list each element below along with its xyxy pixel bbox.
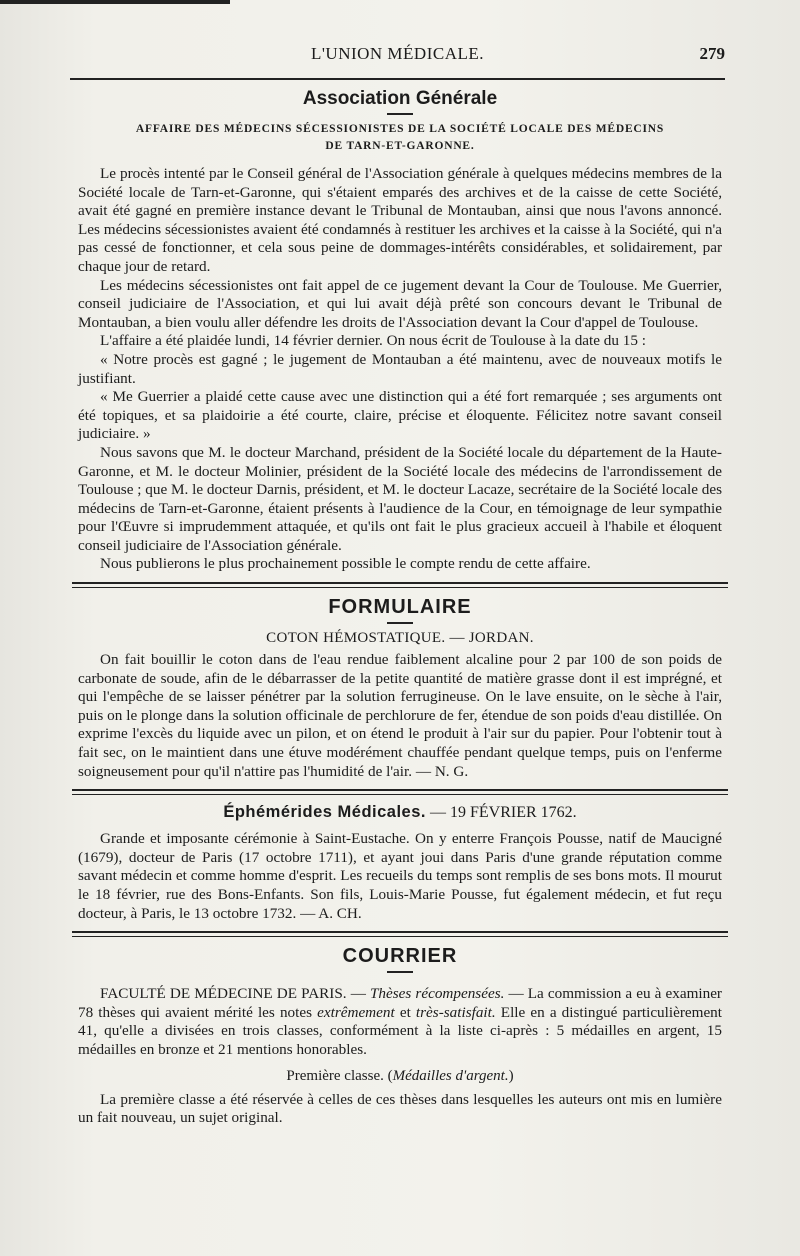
courrier-text: — La commission a eu à examiner 78 thèses qui avaient mérité les notes: [78, 985, 722, 1021]
ephemerides-date: — 19 FÉVRIER 1762.: [430, 804, 577, 822]
courrier-title: COURRIER: [342, 945, 458, 968]
courrier-section: [78, 945, 722, 1128]
formulaire-title: FORMULAIRE: [328, 596, 472, 619]
class-heading-close: ): [508, 1067, 514, 1084]
ephemerides-section: [78, 803, 722, 923]
class-heading: [78, 1068, 722, 1085]
association-subhead-line2: DE TARN-ET-GARONNE.: [325, 140, 475, 152]
title-rule: [387, 971, 413, 973]
courrier-text: et: [394, 1003, 416, 1021]
courrier-lead-italic: Thèses récompensées.: [369, 985, 505, 1003]
formulaire-subhead: COTON HÉMOSTATIQUE. — JORDAN.: [266, 630, 534, 647]
ephemerides-title: Éphémérides Médicales.: [223, 803, 426, 822]
association-section: [78, 88, 722, 574]
title-rule: [387, 622, 413, 624]
courrier-italic: extrêmement: [317, 1003, 395, 1021]
association-paragraph: L'affaire a été plaidée lundi, 14 février dernier. On nous écrit de Toulouse à la date du 15 :: [100, 332, 646, 350]
association-paragraph: Nous savons que M. le docteur Marchand, président de la Société locale du département de la Haute-Garonne, et M. le docteur Molinier, président de la Société locale des médecins de l'arrondissement de Toulouse ; que M. le docteur Darnis, président, et M. le docteur Lacaze, secrétaire de la Société locale des médecins de Tarn-et-Garonne, étaient présents à l'audience de la Cour, en témoignage de leur sympathie pour l'Œuvre si imprudemment attaquée, et qu'ils ont fait le plus gracieux accueil à l'habile et éloquent conseil judiciaire de l'Association générale.: [78, 443, 722, 554]
association-paragraph: Le procès intenté par le Conseil général de l'Association générale à quelques médecins membres de la Société locale de Tarn-et-Garonne, qui s'étaient emparés des archives et de la caisse de cette Société, avait été gagné en première instance devant le Tribunal de Montauban, ainsi que nous l'avons annoncé. Les médecins sécessionistes avaient été condamnés à restituer les archives et la caisse à la Société, qui n'a pas cessé de fonctionner, et cela sous peine de dommages-intérêts considérables, et solidairement, par chaque jour de retard.: [78, 165, 722, 275]
courrier-lead-separator: —: [346, 985, 370, 1003]
class-heading-italic: Médailles d'argent.: [392, 1067, 509, 1084]
page-header: [70, 44, 725, 80]
association-subhead-line1: AFFAIRE DES MÉDECINS SÉCESSIONISTES DE LA SOCIÉTÉ LOCALE DES MÉDECINS: [135, 123, 665, 135]
class-heading-text: Première classe. (: [286, 1067, 393, 1084]
association-paragraph: « Me Guerrier a plaidé cette cause avec une distinction qui a été fort remarquée ; ses arguments ont été topiques, et sa plaidoirie a été courte, claire, précise et éloquente. Félicitez notre savant conseil judiciaire. »: [78, 388, 722, 443]
courrier-paragraph: [78, 985, 722, 1059]
association-paragraph: « Notre procès est gagné ; le jugement de Montauban a été maintenu, avec de nouveaux motifs le justifiant.: [78, 350, 722, 387]
page-number: 279: [699, 44, 725, 63]
association-paragraph: Nous publierons le plus prochainement possible le compte rendu de cette affaire.: [100, 555, 591, 573]
section-divider: [72, 931, 728, 937]
title-rule: [387, 113, 413, 115]
courrier-text: Elle en a distingué particulièrement 41, qu'elle a divisées en trois classes, conformément à la liste ci-après : 5 médailles en argent, 15 médailles en bronze et 21 mentions honorables.: [78, 1003, 722, 1058]
ephemerides-heading: [78, 803, 722, 822]
courrier-lead: FACULTÉ DE MÉDECINE DE PARIS.: [100, 985, 347, 1003]
running-head: L'UNION MÉDICALE.: [310, 44, 485, 63]
page-content: [78, 84, 722, 1128]
courrier-italic: très-satisfait.: [415, 1003, 496, 1021]
courrier-paragraph: La première classe a été réservée à celles de ces thèses dans lesquelles les auteurs ont mis en lumière un fait nouveau, un sujet original.: [78, 1090, 722, 1127]
section-divider: [72, 789, 728, 795]
ephemerides-paragraph: Grande et imposante cérémonie à Saint-Eustache. On y enterre François Pousse, natif de Maucigné (1679), docteur de Paris (17 octobre 1711), et ayant joui dans Paris d'une grande réputation comme savant médecin et comme homme d'esprit. Les recueils du temps sont remplis de ses bons mots. Il mourut le 18 février, rue des Bons-Enfants. Son fils, Louis-Marie Pousse, fut également médecin, et fut reçu docteur, à Paris, le 13 octobre 1732. — A. CH.: [78, 830, 722, 922]
section-divider: [72, 582, 728, 588]
page-edge-mark: [0, 0, 230, 4]
association-title: Association Générale: [302, 88, 498, 109]
formulaire-paragraph: On fait bouillir le coton dans de l'eau rendue faiblement alcaline pour 2 par 100 de son poids de carbonate de soude, afin de le débarrasser de la petite quantité de matière grasse dont il est imprégné, et qui l'empêche de se laisser pénétrer par la solution ferrugineuse. On le lave ensuite, on le sèche à l'air, puis on le plonge dans la solution officinale de perchlorure de fer, étendue de son poids d'eau distillée. On exprime l'excès du liquide avec un pilon, et on étend le produit à l'air sur du papier. Pour l'obtenir tout à fait sec, on le maintient dans une étuve modérément chauffée pendant quelque temps, puis on l'enferme soigneusement pour qu'il n'attire pas l'humidité de l'air. — N. G.: [78, 651, 722, 780]
association-paragraph: Les médecins sécessionistes ont fait appel de ce jugement devant la Cour de Toulouse. Me Guerrier, conseil judiciaire de l'Association, et qui lui avait déjà prêté son concours devant le Tribunal de Montauban, a bien voulu aller défendre les droits de l'Association devant la Cour d'appel de Toulouse.: [78, 276, 722, 331]
formulaire-section: [78, 596, 722, 781]
